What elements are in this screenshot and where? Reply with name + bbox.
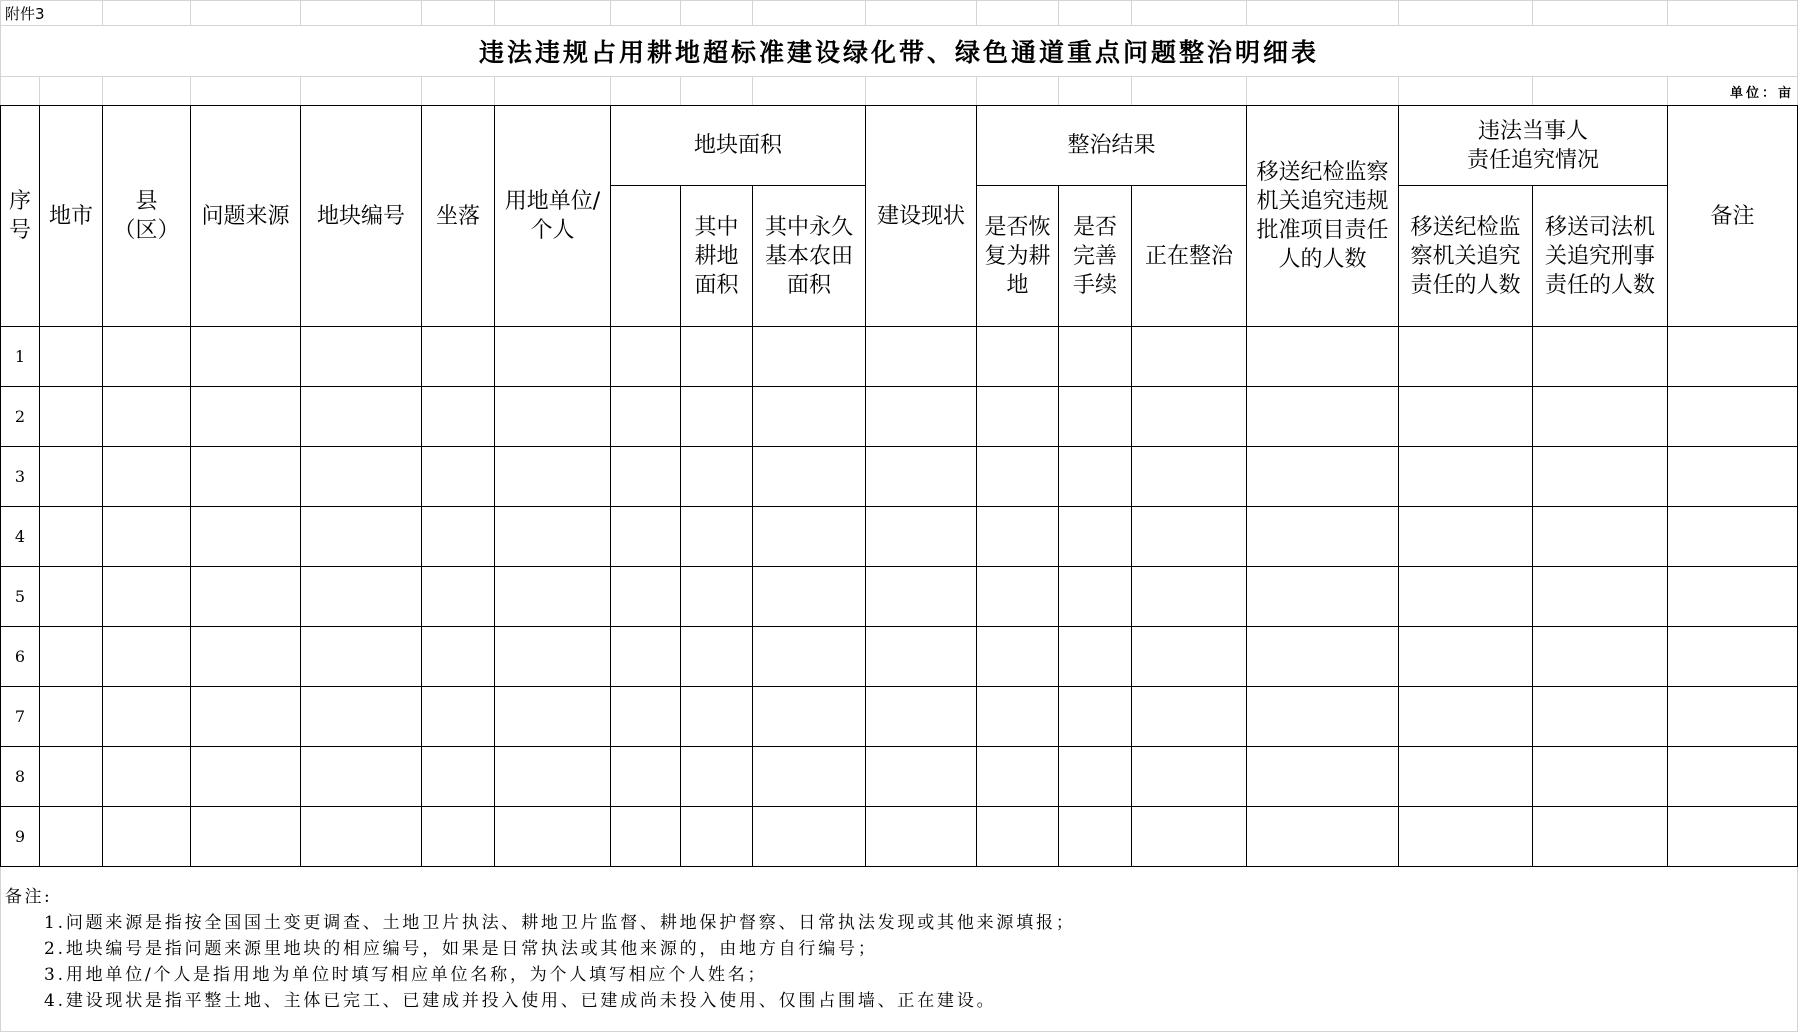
- cell-plot-area-total: [611, 387, 681, 447]
- header-construction-status: 建设现状: [866, 106, 977, 327]
- title-row: [1, 26, 1798, 77]
- cell-restored: [977, 387, 1059, 447]
- gridline-cell: [301, 1, 422, 26]
- cell-city: [40, 327, 103, 387]
- cell-county: [103, 687, 191, 747]
- row-number-cell: 9: [1, 807, 40, 867]
- gridline-cell: [1132, 77, 1247, 106]
- cell-cultivated-area: [681, 567, 753, 627]
- cell-source: [191, 687, 301, 747]
- cell-city: [40, 387, 103, 447]
- cell-discipline-approval: [1247, 687, 1399, 747]
- cell-plot-no: [301, 447, 422, 507]
- cell-location: [422, 327, 495, 387]
- cell-judicial-party: [1533, 507, 1668, 567]
- cell-basic-farmland-area: [753, 807, 866, 867]
- cell-county: [103, 507, 191, 567]
- cell-judicial-party: [1533, 807, 1668, 867]
- cell-basic-farmland-area: [753, 567, 866, 627]
- cell-cultivated-area: [681, 327, 753, 387]
- cell-source: [191, 327, 301, 387]
- cell-status: [866, 387, 977, 447]
- cell-remarks: [1668, 507, 1798, 567]
- notes-list: [44, 910, 1076, 1014]
- table-row: [1, 747, 1798, 807]
- cell-user: [495, 327, 611, 387]
- cell-remarks: [1668, 807, 1798, 867]
- cell-remarks: [1668, 567, 1798, 627]
- cell-discipline-approval: [1247, 807, 1399, 867]
- note-item: 1.问题来源是指按全国国土变更调查、土地卫片执法、耕地卫片监督、耕地保护督察、日常执法发现或其他来源填报；: [44, 913, 1076, 933]
- cell-status: [866, 507, 977, 567]
- row-number-cell: 2: [1, 387, 40, 447]
- gridline-cell: [753, 1, 866, 26]
- cell-remarks: [1668, 327, 1798, 387]
- header-procedures-completed: 是否 完善 手续: [1059, 186, 1132, 327]
- cell-procedures: [1059, 687, 1132, 747]
- cell-restored: [977, 447, 1059, 507]
- gridline-cell: [495, 77, 611, 106]
- cell-city: [40, 807, 103, 867]
- cell-procedures: [1059, 567, 1132, 627]
- cell-judicial-party: [1533, 747, 1668, 807]
- gridline-cell: [103, 77, 191, 106]
- attachment-label: 附件3: [1, 1, 103, 26]
- cell-cultivated-area: [681, 687, 753, 747]
- cell-judicial-party: [1533, 327, 1668, 387]
- cell-plot-area-total: [611, 747, 681, 807]
- cell-city: [40, 747, 103, 807]
- row-number-cell: 8: [1, 747, 40, 807]
- cell-restored: [977, 627, 1059, 687]
- header-plot-area-total: [611, 186, 681, 327]
- gridline-cell: [866, 77, 977, 106]
- cell-in-progress: [1132, 687, 1247, 747]
- cell-plot-no: [301, 807, 422, 867]
- cell-county: [103, 447, 191, 507]
- table-row: [1, 807, 1798, 867]
- cell-discipline-party: [1399, 447, 1533, 507]
- cell-location: [422, 447, 495, 507]
- table-row: [1, 507, 1798, 567]
- cell-judicial-party: [1533, 627, 1668, 687]
- cell-county: [103, 567, 191, 627]
- cell-cultivated-area: [681, 387, 753, 447]
- cell-basic-farmland-area: [753, 447, 866, 507]
- gridline-cell: [977, 77, 1059, 106]
- cell-discipline-approval: [1247, 387, 1399, 447]
- note-item: 2.地块编号是指问题来源里地块的相应编号，如果是日常执法或其他来源的，由地方自行编号；: [44, 939, 878, 959]
- cell-status: [866, 567, 977, 627]
- cell-discipline-approval: [1247, 327, 1399, 387]
- cell-remarks: [1668, 447, 1798, 507]
- header-cultivated-area: 其中 耕地 面积: [681, 186, 753, 327]
- table-body: [1, 327, 1798, 867]
- cell-cultivated-area: [681, 807, 753, 867]
- header-party-accountability: 违法当事人 责任追究情况: [1399, 106, 1668, 186]
- gridline-cell: [40, 77, 103, 106]
- cell-discipline-approval: [1247, 507, 1399, 567]
- cell-location: [422, 507, 495, 567]
- header-discipline-party-count: 移送纪检监 察机关追究 责任的人数: [1399, 186, 1533, 327]
- cell-source: [191, 807, 301, 867]
- header-rectification-result: 整治结果: [977, 106, 1247, 186]
- header-remarks: 备注: [1668, 106, 1798, 327]
- cell-discipline-approval: [1247, 747, 1399, 807]
- cell-location: [422, 627, 495, 687]
- gridline-cell: [977, 1, 1059, 26]
- cell-plot-no: [301, 327, 422, 387]
- cell-location: [422, 387, 495, 447]
- gridline-cell: [495, 1, 611, 26]
- gridline-cell: [866, 1, 977, 26]
- gridline-cell: [681, 1, 753, 26]
- header-county: 县 （区）: [103, 106, 191, 327]
- row-number-cell: 1: [1, 327, 40, 387]
- cell-discipline-party: [1399, 507, 1533, 567]
- cell-plot-area-total: [611, 627, 681, 687]
- table-row: [1, 567, 1798, 627]
- gridline-cell: [1399, 77, 1533, 106]
- cell-discipline-party: [1399, 747, 1533, 807]
- cell-in-progress: [1132, 567, 1247, 627]
- cell-user: [495, 747, 611, 807]
- cell-plot-area-total: [611, 507, 681, 567]
- cell-plot-no: [301, 687, 422, 747]
- unit-row: [1, 77, 1798, 106]
- cell-county: [103, 327, 191, 387]
- row-number-cell: 3: [1, 447, 40, 507]
- header-seq: 序 号: [1, 106, 40, 327]
- cell-discipline-party: [1399, 387, 1533, 447]
- table-row: [1, 327, 1798, 387]
- cell-plot-no: [301, 567, 422, 627]
- cell-cultivated-area: [681, 747, 753, 807]
- header-location: 坐落: [422, 106, 495, 327]
- notes-section: [0, 866, 1797, 1032]
- header-discipline-approval-count: 移送纪检监察 机关追究违规 批准项目责任 人的人数: [1247, 106, 1399, 327]
- cell-user: [495, 567, 611, 627]
- cell-user: [495, 387, 611, 447]
- cell-basic-farmland-area: [753, 627, 866, 687]
- cell-user: [495, 687, 611, 747]
- gridline-cell: [1533, 77, 1668, 106]
- cell-judicial-party: [1533, 387, 1668, 447]
- gridline-cell: [753, 77, 866, 106]
- cell-location: [422, 807, 495, 867]
- cell-discipline-party: [1399, 687, 1533, 747]
- gridline-cell: [681, 77, 753, 106]
- cell-restored: [977, 507, 1059, 567]
- cell-status: [866, 627, 977, 687]
- cell-discipline-party: [1399, 807, 1533, 867]
- cell-judicial-party: [1533, 687, 1668, 747]
- cell-plot-area-total: [611, 687, 681, 747]
- header-problem-source: 问题来源: [191, 106, 301, 327]
- gridline-cell: [611, 1, 681, 26]
- cell-judicial-party: [1533, 447, 1668, 507]
- cell-user: [495, 447, 611, 507]
- cell-location: [422, 567, 495, 627]
- cell-city: [40, 687, 103, 747]
- cell-plot-no: [301, 507, 422, 567]
- cell-cultivated-area: [681, 627, 753, 687]
- cell-source: [191, 567, 301, 627]
- header-judicial-party-count: 移送司法机 关追究刑事 责任的人数: [1533, 186, 1668, 327]
- cell-basic-farmland-area: [753, 747, 866, 807]
- table-row: [1, 627, 1798, 687]
- gridline-cell: [1059, 1, 1132, 26]
- cell-procedures: [1059, 447, 1132, 507]
- cell-discipline-approval: [1247, 567, 1399, 627]
- cell-discipline-party: [1399, 627, 1533, 687]
- cell-in-progress: [1132, 807, 1247, 867]
- cell-county: [103, 747, 191, 807]
- cell-remarks: [1668, 687, 1798, 747]
- row-number-cell: 4: [1, 507, 40, 567]
- header-row-top: [1, 106, 1798, 186]
- cell-city: [40, 447, 103, 507]
- note-item: 4.建设现状是指平整土地、主体已完工、已建成并投入使用、已建成尚未投入使用、仅围占围墙、正在建设。: [44, 991, 997, 1011]
- gridline-cell: [191, 77, 301, 106]
- cell-location: [422, 747, 495, 807]
- cell-basic-farmland-area: [753, 387, 866, 447]
- cell-restored: [977, 807, 1059, 867]
- gridline-cell: [1, 77, 40, 106]
- header-plot-area: 地块面积: [611, 106, 866, 186]
- page-title: 违法违规占用耕地超标准建设绿化带、绿色通道重点问题整治明细表: [1, 26, 1798, 77]
- cell-discipline-party: [1399, 327, 1533, 387]
- unit-label: 单位：亩: [1668, 77, 1798, 106]
- cell-basic-farmland-area: [753, 507, 866, 567]
- cell-status: [866, 807, 977, 867]
- gridline-cell: [1059, 77, 1132, 106]
- cell-restored: [977, 567, 1059, 627]
- cell-plot-area-total: [611, 447, 681, 507]
- cell-plot-no: [301, 627, 422, 687]
- notes-label: 备注:: [5, 887, 53, 907]
- cell-procedures: [1059, 507, 1132, 567]
- cell-county: [103, 387, 191, 447]
- header-plot-number: 地块编号: [301, 106, 422, 327]
- gridline-cell: [1247, 1, 1399, 26]
- cell-status: [866, 447, 977, 507]
- sheet-top-rows: [0, 0, 1798, 106]
- cell-status: [866, 747, 977, 807]
- cell-location: [422, 687, 495, 747]
- cell-procedures: [1059, 327, 1132, 387]
- table-row: [1, 687, 1798, 747]
- cell-source: [191, 627, 301, 687]
- gridline-cell: [1132, 1, 1247, 26]
- cell-judicial-party: [1533, 567, 1668, 627]
- gridline-cell: [422, 1, 495, 26]
- cell-in-progress: [1132, 447, 1247, 507]
- cell-remarks: [1668, 387, 1798, 447]
- gridline-cell: [611, 77, 681, 106]
- cell-plot-area-total: [611, 567, 681, 627]
- cell-procedures: [1059, 747, 1132, 807]
- cell-restored: [977, 327, 1059, 387]
- cell-procedures: [1059, 387, 1132, 447]
- row-number-cell: 6: [1, 627, 40, 687]
- cell-source: [191, 747, 301, 807]
- cell-user: [495, 807, 611, 867]
- cell-status: [866, 327, 977, 387]
- cell-plot-area-total: [611, 807, 681, 867]
- gridline-cell: [191, 1, 301, 26]
- cell-city: [40, 627, 103, 687]
- cell-in-progress: [1132, 627, 1247, 687]
- header-in-progress: 正在整治: [1132, 186, 1247, 327]
- attachment-row: [1, 1, 1798, 26]
- cell-in-progress: [1132, 387, 1247, 447]
- row-number-cell: 5: [1, 567, 40, 627]
- cell-user: [495, 507, 611, 567]
- gridline-cell: [1399, 1, 1533, 26]
- cell-source: [191, 387, 301, 447]
- gridline-cell: [1247, 77, 1399, 106]
- header-restored-to-farmland: 是否恢 复为耕 地: [977, 186, 1059, 327]
- gridline-cell: [1533, 1, 1668, 26]
- cell-restored: [977, 747, 1059, 807]
- rectification-detail-table: [0, 105, 1798, 867]
- cell-discipline-party: [1399, 567, 1533, 627]
- cell-cultivated-area: [681, 447, 753, 507]
- gridline-cell: [422, 77, 495, 106]
- cell-discipline-approval: [1247, 447, 1399, 507]
- gridline-cell: [301, 77, 422, 106]
- cell-cultivated-area: [681, 507, 753, 567]
- cell-source: [191, 447, 301, 507]
- row-number-cell: 7: [1, 687, 40, 747]
- cell-basic-farmland-area: [753, 687, 866, 747]
- note-item: 3.用地单位/个人是指用地为单位时填写相应单位名称，为个人填写相应个人姓名；: [44, 965, 768, 985]
- cell-user: [495, 627, 611, 687]
- cell-plot-no: [301, 747, 422, 807]
- header-basic-farmland-area: 其中永久 基本农田 面积: [753, 186, 866, 327]
- cell-city: [40, 507, 103, 567]
- cell-restored: [977, 687, 1059, 747]
- cell-city: [40, 567, 103, 627]
- cell-procedures: [1059, 627, 1132, 687]
- cell-county: [103, 627, 191, 687]
- cell-in-progress: [1132, 507, 1247, 567]
- cell-county: [103, 807, 191, 867]
- cell-remarks: [1668, 627, 1798, 687]
- header-city: 地市: [40, 106, 103, 327]
- cell-plot-area-total: [611, 327, 681, 387]
- table-row: [1, 447, 1798, 507]
- cell-basic-farmland-area: [753, 327, 866, 387]
- cell-in-progress: [1132, 327, 1247, 387]
- cell-source: [191, 507, 301, 567]
- cell-status: [866, 687, 977, 747]
- cell-procedures: [1059, 807, 1132, 867]
- cell-remarks: [1668, 747, 1798, 807]
- cell-plot-no: [301, 387, 422, 447]
- gridline-cell: [103, 1, 191, 26]
- cell-discipline-approval: [1247, 627, 1399, 687]
- table-row: [1, 387, 1798, 447]
- cell-in-progress: [1132, 747, 1247, 807]
- header-land-user: 用地单位/ 个人: [495, 106, 611, 327]
